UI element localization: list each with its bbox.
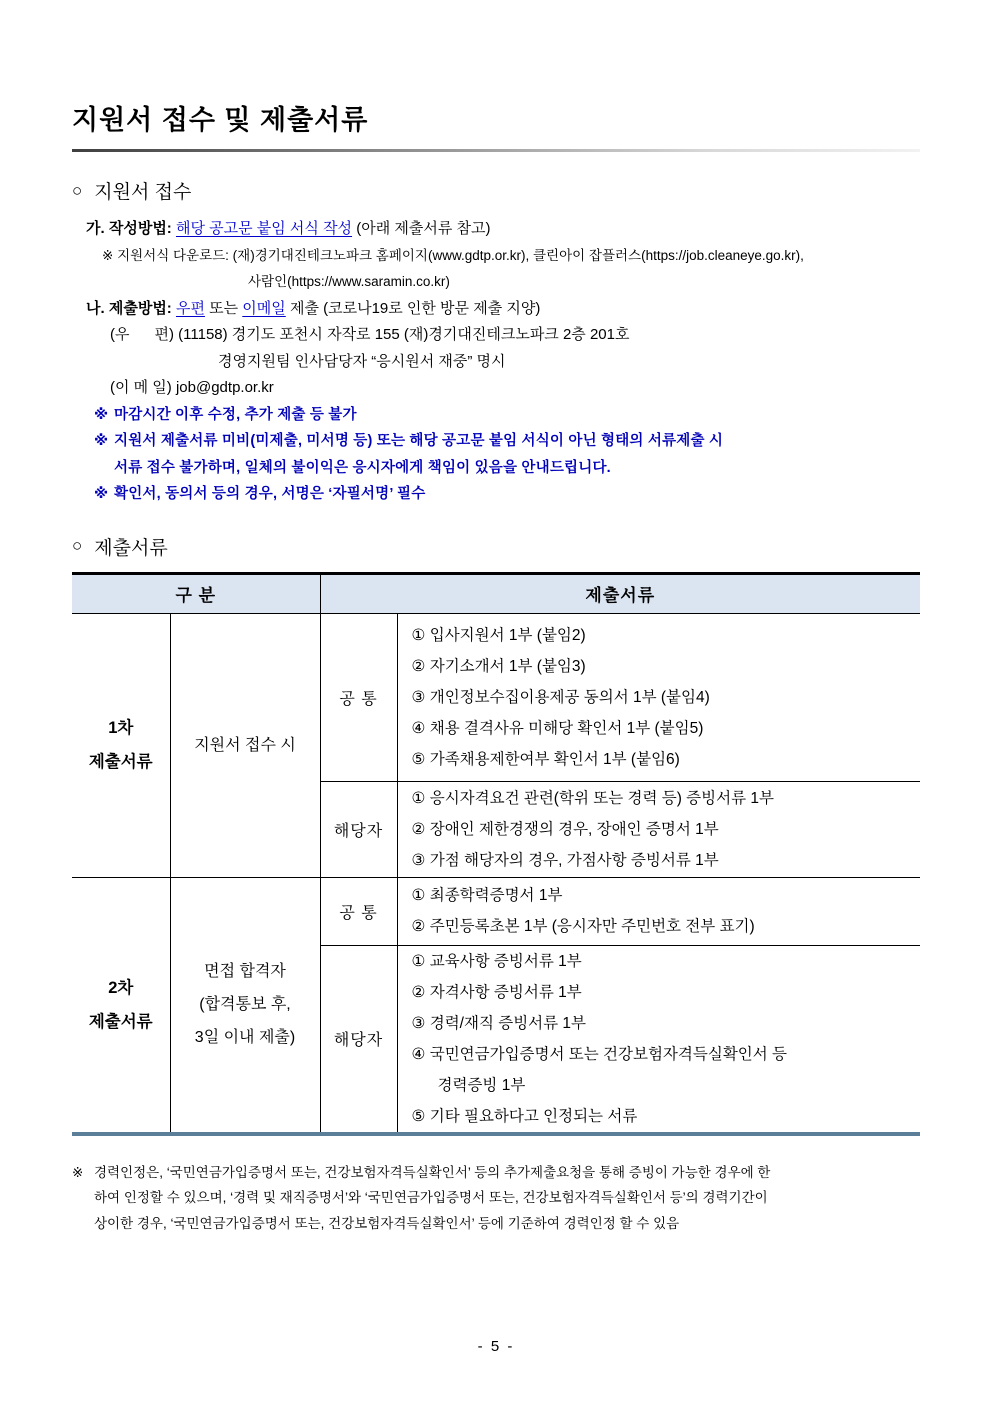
who-cell-applicable: 해당자 — [320, 781, 397, 877]
item-line: ④ 채용 결격사유 미해당 확인서 1부 (붙임5) — [411, 719, 704, 737]
when-cell-first — [170, 613, 320, 877]
item-line: ② 장애인 제한경쟁의 경우, 장애인 증명서 1부 — [411, 820, 719, 838]
note-text: 상이한 경우, ‘국민연금가입증명서 또는, 건강보험자격득실확인서’ 등에 기준하여 경력인정 할 수 있음 — [94, 1215, 680, 1231]
submission-documents-table — [72, 572, 920, 1136]
stage-cell-second — [72, 877, 170, 1134]
item-line: ④ 국민연금가입증명서 또는 건강보험자격득실확인서 등 — [411, 1045, 788, 1063]
line-postal-address-cont — [72, 349, 920, 376]
note-line — [94, 402, 920, 429]
note-marker: ※ — [72, 1164, 84, 1180]
saramin-url-text: 사람인(https://www.saramin.co.kr) — [248, 274, 450, 289]
line-submit-method — [72, 296, 920, 323]
who-cell-common: 공 통 — [320, 613, 397, 781]
email-address-text: job@gdtp.or.kr — [175, 379, 274, 396]
title-divider — [72, 149, 920, 152]
note-marker — [72, 1211, 94, 1237]
postal-label: (우 편) — [110, 326, 174, 343]
stage-line: 제출서류 — [88, 1012, 153, 1031]
item-line: ⑤ 기타 필요하다고 인정되는 서류 — [411, 1107, 638, 1125]
item-line: ① 입사지원서 1부 (붙임2) — [411, 626, 586, 644]
note-marker: ※ — [94, 486, 109, 502]
note-line — [94, 455, 920, 482]
line-download-note-cont — [72, 269, 920, 296]
reference-marker: ※ — [102, 247, 114, 263]
item-line: ③ 가점 해당자의 경우, 가점사항 증빙서류 1부 — [411, 851, 719, 869]
note-text: 지원서 제출서류 미비(미제출, 미서명 등) 또는 해당 공고문 붙임 서식이 아닌 형태의 서류제출 시 — [114, 433, 724, 449]
item-ga-rest: (아래 제출서류 참고) — [356, 220, 491, 237]
note-line — [94, 481, 920, 508]
note-marker: ※ — [94, 406, 109, 423]
item-line: ② 자기소개서 1부 (붙임3) — [411, 657, 586, 675]
note-text: 확인서, 동의서 등의 경우, 서명은 ‘자필서명’ 필수 — [114, 486, 426, 502]
stage-line: 1차 — [108, 719, 134, 737]
note-text: 서류 접수 불가하며, 일체의 불이익은 응시자에게 책임이 있음을 안내드립니다. — [114, 459, 611, 476]
item-line: ① 교육사항 증빙서류 1부 — [411, 952, 582, 970]
line-postal-address — [72, 322, 920, 349]
items-cell — [397, 945, 920, 1134]
table-header-category: 구 분 — [72, 573, 320, 613]
page-number: - 5 - — [477, 1338, 515, 1355]
item-ga-title: 작성방법: — [108, 220, 172, 237]
note-line — [94, 428, 920, 455]
who-cell-common: 공 통 — [320, 877, 397, 945]
email-label: (이 메 일) — [110, 379, 172, 396]
table-row — [72, 877, 920, 945]
note-text: 하여 인정할 수 있으며, ‘경력 및 재직증명서’와 ‘국민연금가입증명서 또는, 건강보험자격득실확인서 등’의 경력기간이 — [94, 1190, 768, 1205]
item-line: ① 응시자격요건 관련(학위 또는 경력 등) 증빙서류 1부 — [411, 789, 774, 807]
section-heading-apply-label: 지원서 접수 — [94, 182, 192, 203]
note-marker: ※ — [94, 433, 109, 449]
email-link: 이메일 — [242, 299, 286, 317]
stage-cell-first — [72, 613, 170, 877]
when-line: 3일 이내 제출) — [194, 1029, 296, 1046]
when-line: 지원서 접수 시 — [194, 736, 296, 754]
attachment-form-link: 해당 공고문 붙임 서식 작성 — [175, 220, 353, 237]
postal-recipient-text: 경영지원팀 인사담당자 “응시원서 재중” 명시 — [218, 352, 506, 370]
item-line: ③ 개인정보수집이용제공 동의서 1부 (붙임4) — [411, 688, 710, 706]
when-line: (합격통보 후, — [199, 996, 291, 1013]
stage-line: 2차 — [108, 978, 134, 997]
item-na-label: 나. — [86, 299, 105, 317]
items-cell — [397, 613, 920, 781]
page-title: 지원서 접수 및 제출서류 — [72, 105, 369, 135]
when-cell-second — [170, 877, 320, 1134]
item-line: ⑤ 가족채용제한여부 확인서 1부 (붙임6) — [411, 750, 680, 768]
note-line — [72, 1160, 920, 1186]
item-line: ① 최종학력증명서 1부 — [411, 887, 563, 904]
stage-line: 제출서류 — [88, 753, 153, 771]
career-recognition-footnote — [72, 1160, 920, 1237]
note-marker — [72, 1185, 94, 1211]
circle-bullet-icon: ○ — [72, 536, 83, 555]
warning-notes — [72, 402, 920, 508]
item-na-mid: 또는 — [209, 299, 239, 317]
item-line: ② 자격사항 증빙서류 1부 — [411, 983, 582, 1001]
note-line — [72, 1185, 920, 1211]
item-line: ② 주민등록초본 1부 (응시자만 주민번호 전부 표기) — [411, 918, 755, 935]
item-line: 경력증빙 1부 — [437, 1076, 526, 1094]
note-text: 경력인정은, ‘국민연금가입증명서 또는, 건강보험자격득실확인서’ 등의 추가제출요청을 통해 증빙이 가능한 경우에 한 — [94, 1164, 771, 1180]
download-note-text: 지원서식 다운로드: (재)경기대진테크노파크 홈페이지(www.gdtp.or.kr), 클린아이 잡플러스(https://job.cleaneye.go.kr), — [117, 247, 804, 263]
table-header-row — [72, 573, 920, 613]
when-line: 면접 합격자 — [204, 963, 286, 980]
line-email — [72, 375, 920, 402]
section-heading-apply — [72, 177, 920, 204]
apply-section-body — [72, 216, 920, 508]
mail-link: 우편 — [175, 299, 205, 317]
item-na-rest: 제출 (코로나19로 인한 방문 제출 지양) — [289, 299, 541, 317]
section-heading-documents-label: 제출서류 — [94, 537, 168, 559]
line-write-method — [72, 216, 920, 243]
who-cell-applicable: 해당자 — [320, 945, 397, 1134]
note-marker — [94, 455, 114, 482]
table-row — [72, 613, 920, 781]
item-line: ③ 경력/재직 증빙서류 1부 — [411, 1014, 587, 1032]
line-download-note — [72, 243, 920, 270]
item-na-title: 제출방법: — [108, 299, 172, 317]
item-ga-label: 가. — [86, 220, 105, 237]
circle-bullet-icon: ○ — [72, 180, 83, 200]
section-heading-documents — [72, 533, 920, 560]
note-text: 마감시간 이후 수정, 추가 제출 등 불가 — [114, 406, 357, 423]
items-cell — [397, 877, 920, 945]
items-cell — [397, 781, 920, 877]
table-header-documents: 제출서류 — [320, 573, 920, 613]
note-line — [72, 1211, 920, 1237]
postal-address-text: (11158) 경기도 포천시 자작로 155 (재)경기대진테크노파크 2층 201호 — [178, 326, 630, 343]
